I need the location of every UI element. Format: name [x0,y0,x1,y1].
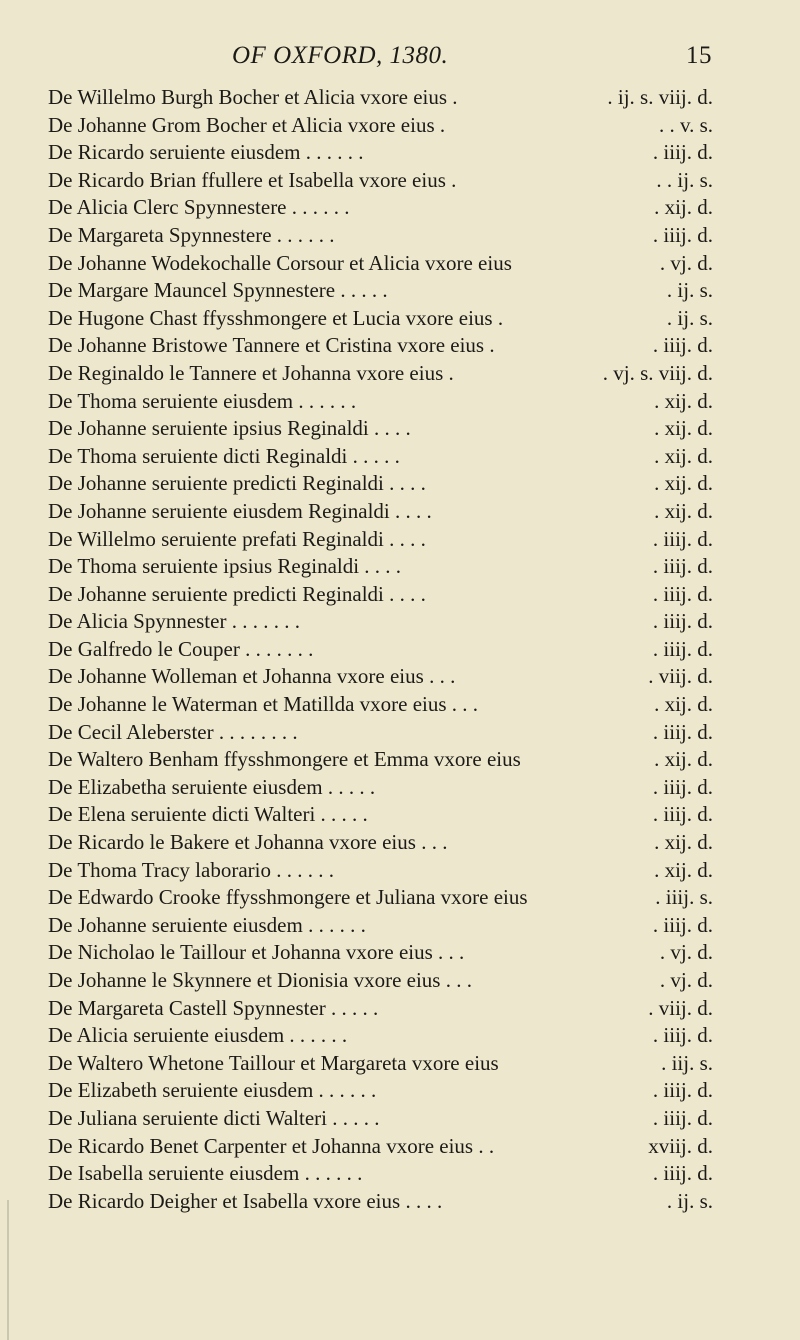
entry-amount: . xij. d. [654,857,713,882]
entry-row [48,1077,713,1105]
entry-amount: . iiij. d. [652,719,713,744]
entry-row [48,415,713,443]
entry-name: De Margareta Castell Spynnester . . . . . [48,995,379,1020]
entry-row [48,84,713,112]
tax-roll-entries [48,84,713,1215]
entry-row [48,470,713,498]
entry-amount: . iiij. d. [652,609,713,634]
entry-name: De Thoma seruiente eiusdem . . . . . . [48,388,357,413]
entry-name: De Elizabeth seruiente eiusdem . . . . . . [48,1078,377,1103]
entry-name: De Johanne seruiente predicti Reginaldi . . . . [48,471,426,496]
entry-amount: . ij. s. [666,1188,713,1213]
page-number: 15 [686,42,712,69]
running-title: OF OXFORD, 1380. [232,42,449,69]
entry-amount: . ij. s. [666,278,713,303]
page-header [232,42,712,82]
entry-row [48,801,713,829]
entry-row [48,305,713,333]
entry-amount: . iiij. d. [652,802,713,827]
entry-name: De Thoma seruiente ipsius Reginaldi . . . . [48,554,402,579]
entry-name: De Galfredo le Couper . . . . . . . [48,636,314,661]
entry-name: De Cecil Aleberster . . . . . . . . [48,719,298,744]
entry-name: De Ricardo Deigher et Isabella vxore eius . . . . [48,1188,443,1213]
entry-name: De Juliana seruiente dicti Walteri . . . . . [48,1105,380,1130]
entry-amount: . xij. d. [654,498,713,523]
entry-row [48,1050,713,1078]
entry-row [48,995,713,1023]
entry-amount: . iiij. d. [652,1105,713,1130]
entry-amount: . viij. d. [648,664,713,689]
entry-amount: . . ij. s. [656,167,713,192]
entry-name: De Waltero Whetone Taillour et Margareta vxore eius [48,1050,499,1075]
entry-amount: . iij. s. [661,1050,713,1075]
entry-row [48,360,713,388]
entry-name: De Margare Mauncel Spynnestere . . . . . [48,278,388,303]
entry-row [48,194,713,222]
entry-amount: . ij. s. viij. d. [607,85,713,109]
binding-edge-line [7,1200,9,1340]
entry-row [48,112,713,140]
entry-row [48,1160,713,1188]
entry-row [48,526,713,554]
entry-row [48,636,713,664]
entry-amount: . ij. s. [666,305,713,330]
entry-name: De Ricardo le Bakere et Johanna vxore eius . . . [48,830,448,855]
entry-row [48,967,713,995]
entry-name: De Elizabetha seruiente eiusdem . . . . . [48,774,376,799]
entry-row [48,581,713,609]
entry-amount: . vj. s. viij. d. [602,360,713,385]
entry-amount: . xij. d. [654,471,713,496]
entry-row [48,691,713,719]
entry-row [48,857,713,885]
entry-amount: . xij. d. [654,830,713,855]
entry-row [48,277,713,305]
entry-amount: xviij. d. [648,1133,713,1158]
entry-row [48,250,713,278]
entry-row [48,167,713,195]
entry-row [48,1022,713,1050]
entry-row [48,608,713,636]
entry-name: De Alicia seruiente eiusdem . . . . . . [48,1023,348,1048]
entry-row [48,884,713,912]
entry-name: De Johanne seruiente eiusdem . . . . . . [48,912,366,937]
entry-amount: . vj. d. [659,940,713,965]
entry-name: De Johanne Wolleman et Johanna vxore eius . . . [48,664,456,689]
entry-name: De Willelmo seruiente prefati Reginaldi . . . . [48,526,426,551]
entry-amount: . iiij. d. [652,912,713,937]
entry-row [48,1133,713,1161]
entry-name: De Alicia Spynnester . . . . . . . [48,609,300,634]
entry-row [48,663,713,691]
entry-name: De Hugone Chast ffysshmongere et Lucia vxore eius . [48,305,504,330]
entry-name: De Johanne seruiente predicti Reginaldi . . . . [48,581,426,606]
entry-amount: . xij. d. [654,195,713,220]
entry-row [48,388,713,416]
entry-name: De Johanne le Skynnere et Dionisia vxore eius . . . [48,968,472,992]
entry-amount: . iiij. d. [652,581,713,606]
entry-row [48,498,713,526]
entry-amount: . xij. d. [654,388,713,413]
entry-amount: . xij. d. [654,747,713,772]
entry-amount: . xij. d. [654,443,713,468]
entry-amount: . vj. d. [659,250,713,275]
entry-name: De Johanne le Waterman et Matillda vxore eius . . . [48,692,479,717]
entry-name: De Waltero Benham ffysshmongere et Emma vxore eius [48,747,521,772]
entry-row [48,553,713,581]
entry-row [48,939,713,967]
entry-name: De Johanne Grom Bocher et Alicia vxore eius . [48,112,446,137]
entry-amount: . viij. d. [648,995,713,1020]
entry-row [48,774,713,802]
entry-name: De Johanne Bristowe Tannere et Cristina vxore eius . [48,333,495,358]
entry-name: De Elena seruiente dicti Walteri . . . . . [48,802,368,827]
entry-amount: . iiij. d. [652,1023,713,1048]
entry-amount: . iiij. d. [652,526,713,551]
entry-name: De Thoma seruiente dicti Reginaldi . . . . . [48,443,400,468]
entry-row [48,719,713,747]
entry-name: De Johanne seruiente eiusdem Reginaldi . . . . [48,498,432,523]
entry-amount: . iiij. d. [652,1161,713,1186]
entry-name: De Margareta Spynnestere . . . . . . [48,222,335,247]
entry-amount: . iiij. d. [652,140,713,165]
entry-amount: . . v. s. [658,112,713,137]
entry-row [48,829,713,857]
entry-name: De Thoma Tracy laborario . . . . . . [48,857,334,882]
entry-row [48,443,713,471]
entry-amount: . vj. d. [659,968,713,992]
entry-name: De Johanne seruiente ipsius Reginaldi . . . . [48,416,411,441]
entry-row [48,1188,713,1216]
entry-amount: . xij. d. [654,692,713,717]
entry-name: De Edwardo Crooke ffysshmongere et Juliana vxore eius [48,885,528,910]
entry-amount: . xij. d. [654,416,713,441]
entry-amount: . iiij. d. [652,1078,713,1103]
entry-row [48,1105,713,1133]
entry-amount: . iiij. d. [652,222,713,247]
entry-amount: . iiij. d. [652,333,713,358]
entry-name: De Ricardo seruiente eiusdem . . . . . . [48,140,364,165]
entry-amount: . iiij. d. [652,774,713,799]
entry-name: De Nicholao le Taillour et Johanna vxore eius . . . [48,940,465,965]
entry-name: De Ricardo Brian ffullere et Isabella vxore eius . [48,167,457,192]
entry-amount: . iiij. s. [655,885,713,910]
entry-row [48,139,713,167]
entry-row [48,332,713,360]
entry-name: De Willelmo Burgh Bocher et Alicia vxore eius . [48,85,458,109]
entry-name: De Reginaldo le Tannere et Johanna vxore eius . [48,360,454,385]
entry-name: De Alicia Clerc Spynnestere . . . . . . [48,195,350,220]
entry-row [48,222,713,250]
entry-name: De Isabella seruiente eiusdem . . . . . . [48,1161,363,1186]
entry-amount: . iiij. d. [652,636,713,661]
entry-name: De Johanne Wodekochalle Corsour et Alicia vxore eius [48,250,512,275]
entry-row [48,746,713,774]
entry-amount: . iiij. d. [652,554,713,579]
entry-row [48,912,713,940]
entry-name: De Ricardo Benet Carpenter et Johanna vxore eius . . [48,1133,495,1158]
